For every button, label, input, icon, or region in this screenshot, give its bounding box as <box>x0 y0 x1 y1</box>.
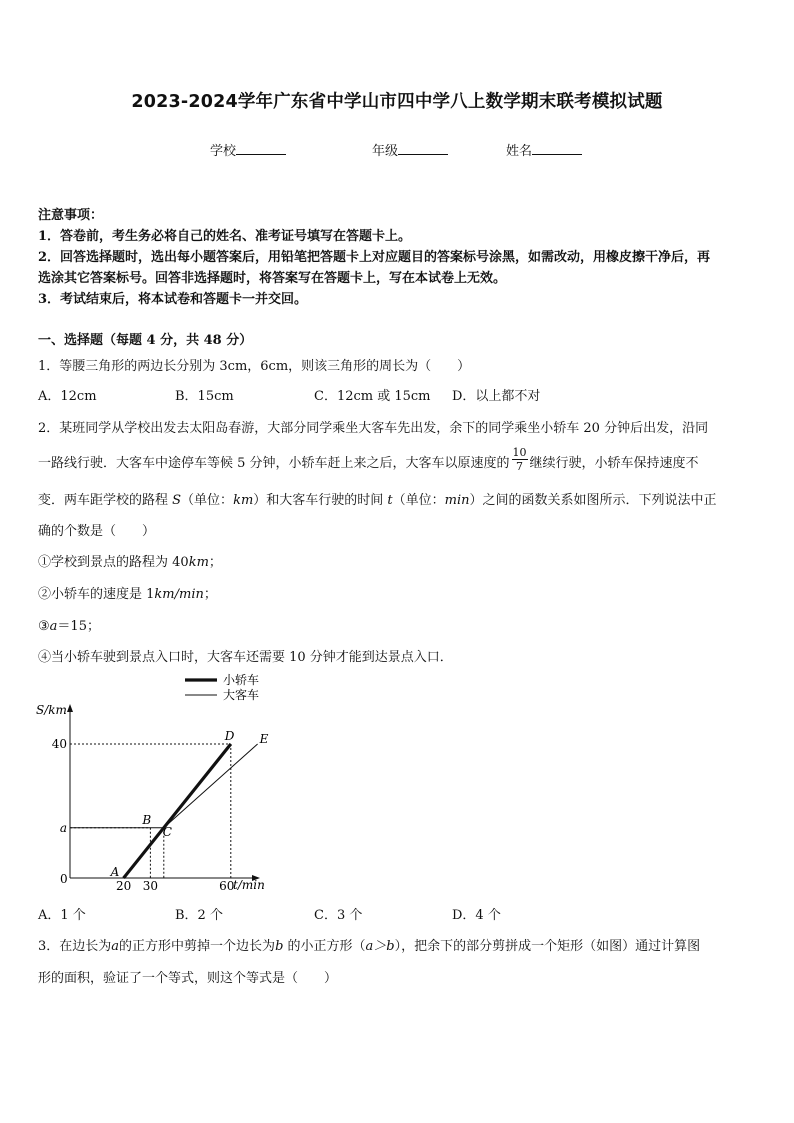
q2-line-3 <box>38 489 717 508</box>
q2-option-a: A．1 个 <box>38 908 86 923</box>
name-label: 姓名 <box>506 144 533 159</box>
q2-option-b: B．2 个 <box>175 908 223 923</box>
q1-option-c: C．12cm 或 15cm <box>314 389 431 404</box>
s1-unit: km <box>188 555 209 570</box>
q3-line-2: 形的面积，验证了一个等式，则这个等式是（ ） <box>38 971 338 986</box>
q1-stem: 1．等腰三角形的两边长分别为 3cm，6cm，则该三角形的周长为（ ） <box>38 359 471 374</box>
notice-heading: 注意事项： <box>38 208 104 223</box>
q3-var-a: a <box>111 939 120 954</box>
q2-line-4: 确的个数是（ ） <box>38 524 156 539</box>
q2-line-3-d: （单位： <box>392 493 445 508</box>
point-label-d: D <box>224 729 235 743</box>
x-tick-30: 30 <box>142 879 159 893</box>
y-tick-a: a <box>59 820 67 835</box>
grade-label: 年级 <box>372 144 399 159</box>
school-label: 学校 <box>210 144 237 159</box>
s2-text: ②小轿车的速度是 1 <box>38 587 155 602</box>
notice-item-1: 1．答卷前，考生务必将自己的姓名、准考证号填写在答题卡上。 <box>38 229 412 244</box>
notice-item-2: 2．回答选择题时，选出每小题答案后，用铅笔把答题卡上对应题目的答案标号涂黑，如需改动，用橡皮擦干净后，再 <box>38 250 711 265</box>
q2-line-3-a: 变．两车距学校的路程 <box>38 493 173 508</box>
unit-min: min <box>444 493 470 508</box>
y-axis-arrow <box>67 704 73 712</box>
s2-unit: km/min <box>154 587 204 602</box>
q3-condition: a＞b <box>365 939 395 954</box>
grade-field <box>372 140 448 159</box>
q1-option-d: D．以上都不对 <box>452 389 541 404</box>
q2-function-graph <box>30 668 300 898</box>
s3-text: ③ <box>38 619 50 634</box>
school-field <box>210 140 286 159</box>
name-field <box>506 140 582 159</box>
x-tick-20: 20 <box>115 879 132 893</box>
car-series-line <box>124 744 231 878</box>
q2-option-d: D．4 个 <box>452 908 501 923</box>
notice-item-3: 3．考试结束后，将本试卷和答题卡一并交回。 <box>38 292 308 307</box>
origin-label: 0 <box>60 872 68 886</box>
section-heading: 一、选择题（每题 4 分，共 48 分） <box>38 333 253 348</box>
point-label-e: E <box>259 732 269 746</box>
point-label-b: B <box>142 812 152 827</box>
q2-statement-1 <box>38 551 222 570</box>
name-blank <box>532 142 582 155</box>
page-title: 2023-2024学年广东省中学山市四中学八上数学期末联考模拟试题 <box>131 92 663 112</box>
q3-line-1-b: 的正方形中剪掉一个边长为 <box>119 939 276 954</box>
unit-km: km <box>233 493 254 508</box>
point-label-a: A <box>110 865 120 879</box>
s1-text: ①学校到景点的路程为 40 <box>38 555 189 570</box>
var-s: S <box>172 493 182 508</box>
legend-bus-label: 大客车 <box>223 688 260 702</box>
q2-option-c: C．3 个 <box>314 908 363 923</box>
q2-line-3-e: ）之间的函数关系如图所示．下列说法中正 <box>469 493 717 508</box>
q3-line-1-c: 的小正方形（ <box>283 939 366 954</box>
s2-end: ； <box>203 587 217 602</box>
bus-series-line <box>70 744 258 828</box>
school-blank <box>236 142 286 155</box>
q3-line-1-a: 3．在边长为 <box>38 939 112 954</box>
q1-option-a: A．12cm <box>38 389 97 404</box>
fraction-denominator: 7 <box>516 460 524 473</box>
q3-line-1 <box>38 935 700 954</box>
s1-end: ； <box>208 555 222 570</box>
q2-line-2 <box>38 448 699 475</box>
fraction-numerator: 10 <box>512 446 527 459</box>
q2-line-3-b: （单位： <box>181 493 234 508</box>
q3-line-1-d: ），把余下的部分剪拼成一个矩形（如图）通过计算图 <box>394 939 701 954</box>
y-axis-label: S/km <box>36 703 67 717</box>
legend-car-label: 小轿车 <box>223 673 260 687</box>
q2-statement-4: ④当小轿车驶到景点入口时，大客车还需要 10 分钟才能到达景点入口． <box>38 650 453 665</box>
fraction-10-7 <box>512 446 528 473</box>
q2-statement-2 <box>38 583 217 602</box>
q3-var-b: b <box>275 939 284 954</box>
x-axis-label: t/min <box>233 878 265 892</box>
point-label-c: C <box>162 824 172 839</box>
notice-item-2-cont: 选涂其它答案标号。回答非选择题时，将答案写在答题卡上，写在本试卷上无效。 <box>38 271 507 286</box>
q2-line-3-c: ）和大客车行驶的时间 <box>253 493 388 508</box>
var-t: t <box>387 493 393 508</box>
s3-end: ＝15； <box>57 619 100 634</box>
y-tick-40: 40 <box>51 737 67 751</box>
q2-line-2-b: 继续行驶，小轿车保持速度不 <box>529 456 699 471</box>
grade-blank <box>398 142 448 155</box>
q1-option-b: B．15cm <box>175 389 234 404</box>
q2-statement-3 <box>38 615 100 634</box>
q2-line-2-a: 一路线行驶．大客车中途停车等候 5 分钟，小轿车赶上来之后，大客车以原速度的 <box>38 456 510 471</box>
s3-var: a <box>49 619 58 634</box>
x-tick-60: 60 <box>219 879 235 893</box>
q2-line-1: 2．某班同学从学校出发去太阳岛春游，大部分同学乘坐大客车先出发，余下的同学乘坐小轿车 20 分钟后出发，沿同 <box>38 421 709 436</box>
